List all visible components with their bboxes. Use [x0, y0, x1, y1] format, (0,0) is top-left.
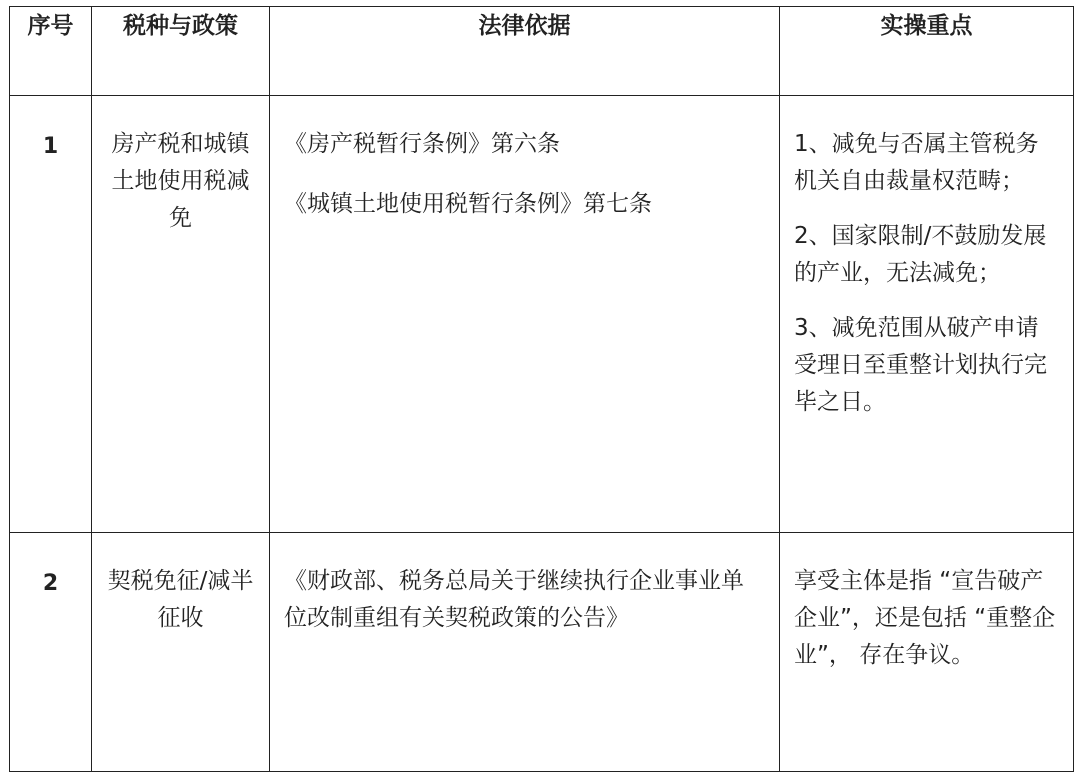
key-point-item: 1、减免与否属主管税务机关自由裁量权范畴； — [794, 131, 1039, 194]
legal-basis-item: 《财政部、税务总局关于继续执行企业事业单位改制重组有关契税政策的公告》 — [284, 568, 744, 631]
legal-basis-item: 《房产税暂行条例》第六条 — [284, 131, 560, 157]
row-tax-policy: 契税免征/减半征收 — [92, 533, 270, 772]
header-tax-policy: 税种与政策 — [92, 7, 270, 96]
table-row — [10, 533, 1074, 772]
row-index: 2 — [10, 533, 92, 772]
row-key-points — [780, 533, 1074, 772]
header-key-points: 实操重点 — [780, 7, 1074, 96]
key-point-item: 3、减免范围从破产申请受理日至重整计划执行完毕之日。 — [794, 315, 1047, 415]
policy-table — [9, 6, 1074, 772]
row-tax-policy: 房产税和城镇土地使用税减免 — [92, 96, 270, 533]
row-legal-basis — [270, 533, 780, 772]
row-key-points — [780, 96, 1074, 533]
row-legal-basis — [270, 96, 780, 533]
header-legal-basis: 法律依据 — [270, 7, 780, 96]
row-index: 1 — [10, 96, 92, 533]
table-header-row — [10, 7, 1074, 96]
table-row — [10, 96, 1074, 533]
header-index: 序号 — [10, 7, 92, 96]
key-point-item: 享受主体是指 “宣告破产企业”，还是包括 “重整企业”， 存在争议。 — [794, 568, 1056, 668]
key-point-item: 2、国家限制/不鼓励发展的产业，无法减免； — [794, 223, 1047, 286]
legal-basis-item: 《城镇土地使用税暂行条例》第七条 — [284, 191, 652, 217]
